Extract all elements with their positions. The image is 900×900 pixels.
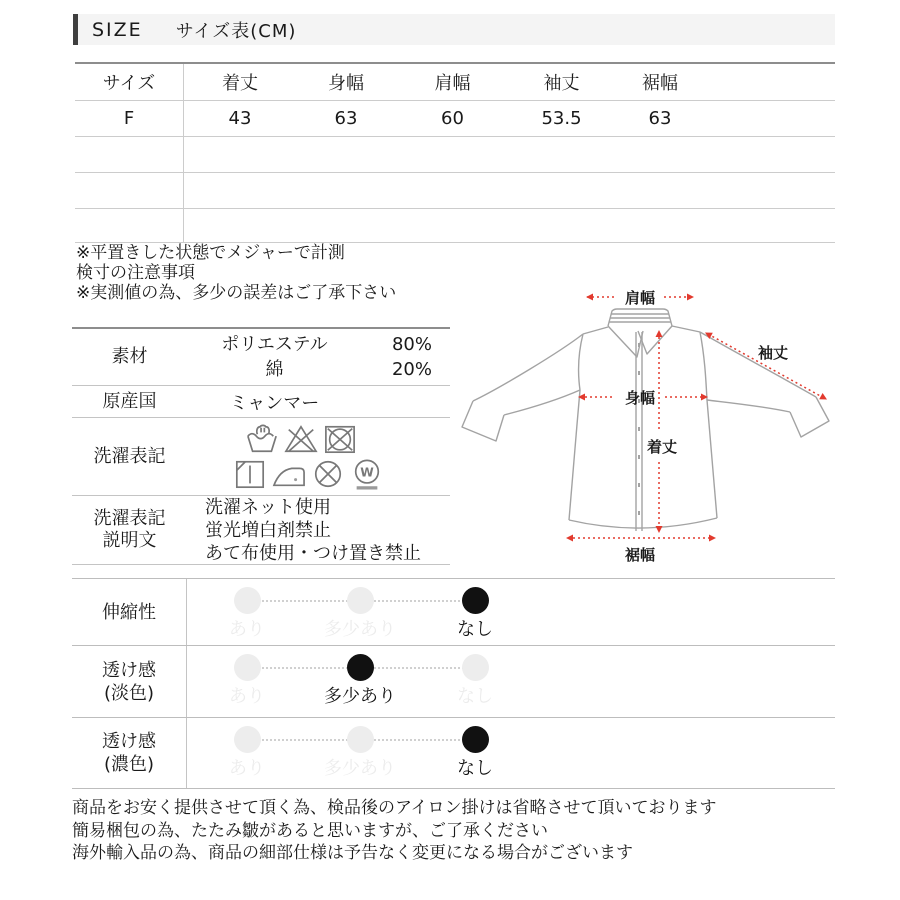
care-symbols-label: 洗濯表記 xyxy=(93,445,166,467)
no-dry-clean-icon xyxy=(310,458,346,490)
cell-hem: 63 xyxy=(648,108,672,129)
footer-notes xyxy=(72,797,716,865)
care-text-row xyxy=(72,496,450,565)
rating-dot-tashou xyxy=(347,726,374,753)
material-percent: 20% xyxy=(391,359,432,380)
care-symbols xyxy=(232,418,385,495)
rating-dot-ari xyxy=(234,587,261,614)
rating-row-stretch xyxy=(72,579,835,646)
rating-scale-label: なし xyxy=(457,686,493,707)
rating-dot-tashou xyxy=(347,587,374,614)
size-table xyxy=(75,62,835,243)
care-text-line: 蛍光増白剤禁止 xyxy=(205,519,331,541)
col-header-body-width: 身幅 xyxy=(328,73,364,94)
care-text-line: 洗濯ネット使用 xyxy=(205,496,331,518)
body-width-label: 身幅 xyxy=(624,389,656,407)
rating-scale-label: あり xyxy=(229,758,265,779)
rating-scale xyxy=(187,718,835,788)
note-line: ※実測値の為、多少の誤差はご了承下さい xyxy=(76,283,397,303)
care-text-lines xyxy=(187,496,421,564)
footer-line: 海外輸入品の為、商品の細部仕様は予告なく変更になる場合がございます xyxy=(72,843,633,863)
material-label: 素材 xyxy=(111,346,148,367)
rating-scale xyxy=(187,646,835,717)
no-bleach-icon xyxy=(283,423,319,455)
rating-scale-label: 多少あり xyxy=(324,758,396,779)
product-info-table xyxy=(72,327,450,565)
note-line: ※平置きした状態でメジャーで計測 xyxy=(76,243,345,263)
note-line: 検寸の注意事項 xyxy=(76,263,195,283)
rating-scale-label: なし xyxy=(457,758,493,779)
line-dry-shade-icon xyxy=(232,458,268,490)
size-table-row-f xyxy=(75,101,835,137)
rating-label-sheer-light: 透け感 (淡色) xyxy=(72,646,187,717)
col-header-hem: 裾幅 xyxy=(642,73,678,94)
rating-row-sheer-light xyxy=(72,646,835,718)
rating-dot-tashou xyxy=(347,654,374,681)
footer-line: 商品をお安く提供させて頂く為、検品後のアイロン掛けは省略させて頂いております xyxy=(72,798,717,818)
cell-filler xyxy=(706,101,835,136)
col-header-sleeve: 袖丈 xyxy=(543,73,580,94)
no-tumble-dry-icon xyxy=(322,423,358,455)
origin-value: ミャンマー xyxy=(229,392,320,414)
cell-body-width: 63 xyxy=(334,108,358,129)
measurement-notes xyxy=(76,243,396,303)
origin-label: 原産国 xyxy=(102,390,157,412)
rating-dot-ari xyxy=(234,654,261,681)
rating-label-sheer-dark: 透け感 (濃色) xyxy=(72,718,187,788)
rating-dot-nashi xyxy=(462,654,489,681)
col-header-size: サイズ xyxy=(75,64,184,100)
material-row xyxy=(72,329,450,386)
cell-size: F xyxy=(75,101,184,136)
rating-dot-nashi xyxy=(462,587,489,614)
size-table-header-row xyxy=(75,64,835,101)
length-label: 着丈 xyxy=(646,438,678,456)
material-percent: 80% xyxy=(391,334,432,355)
cell-length: 43 xyxy=(228,108,252,129)
shirt-outline xyxy=(462,309,829,531)
care-symbols-row xyxy=(72,418,450,496)
footer-line: 簡易梱包の為、たたみ皺があると思いますが、ご了承ください xyxy=(72,820,548,841)
cell-shoulder: 60 xyxy=(441,108,464,129)
shoulder-width-label: 肩幅 xyxy=(624,289,656,307)
ratings-table xyxy=(72,578,835,789)
size-table-empty-row xyxy=(75,137,835,173)
rating-dot-ari xyxy=(234,726,261,753)
material-name: 綿 xyxy=(265,359,284,380)
rating-scale-label: なし xyxy=(457,619,493,640)
hem-width-label: 裾幅 xyxy=(624,546,656,564)
rating-scale-label: 多少あり xyxy=(324,686,396,707)
svg-text:W: W xyxy=(360,465,374,480)
care-text-line: あて布使用・つけ置き禁止 xyxy=(205,542,421,564)
rating-row-sheer-dark xyxy=(72,718,835,789)
shirt-diagram-svg xyxy=(450,270,870,570)
shirt-measurement-diagram xyxy=(450,270,870,570)
col-header-length: 着丈 xyxy=(222,73,258,94)
col-header-filler xyxy=(706,64,835,100)
rating-scale-label: あり xyxy=(229,619,265,640)
hand-wash-icon xyxy=(244,423,280,455)
size-table-empty-row xyxy=(75,209,835,243)
cell-sleeve: 53.5 xyxy=(541,108,582,129)
size-table-empty-row xyxy=(75,173,835,209)
rating-scale xyxy=(187,579,835,645)
material-name: ポリエステル xyxy=(221,334,328,355)
size-badge: SIZE xyxy=(92,18,143,41)
col-header-shoulder: 肩幅 xyxy=(434,73,471,94)
rating-scale-label: あり xyxy=(229,686,265,707)
section-header xyxy=(73,14,835,45)
rating-dot-nashi xyxy=(462,726,489,753)
rating-scale-label: 多少あり xyxy=(324,619,396,640)
sleeve-length-label: 袖丈 xyxy=(757,344,789,362)
iron-low-heat-icon xyxy=(271,458,307,490)
origin-row xyxy=(72,386,450,418)
page-title: サイズ表(CM) xyxy=(175,20,297,42)
material-values xyxy=(187,329,450,385)
rating-label-stretch: 伸縮性 xyxy=(72,579,187,645)
care-text-label: 洗濯表記 説明文 xyxy=(93,508,166,551)
wet-clean-icon xyxy=(349,458,385,490)
